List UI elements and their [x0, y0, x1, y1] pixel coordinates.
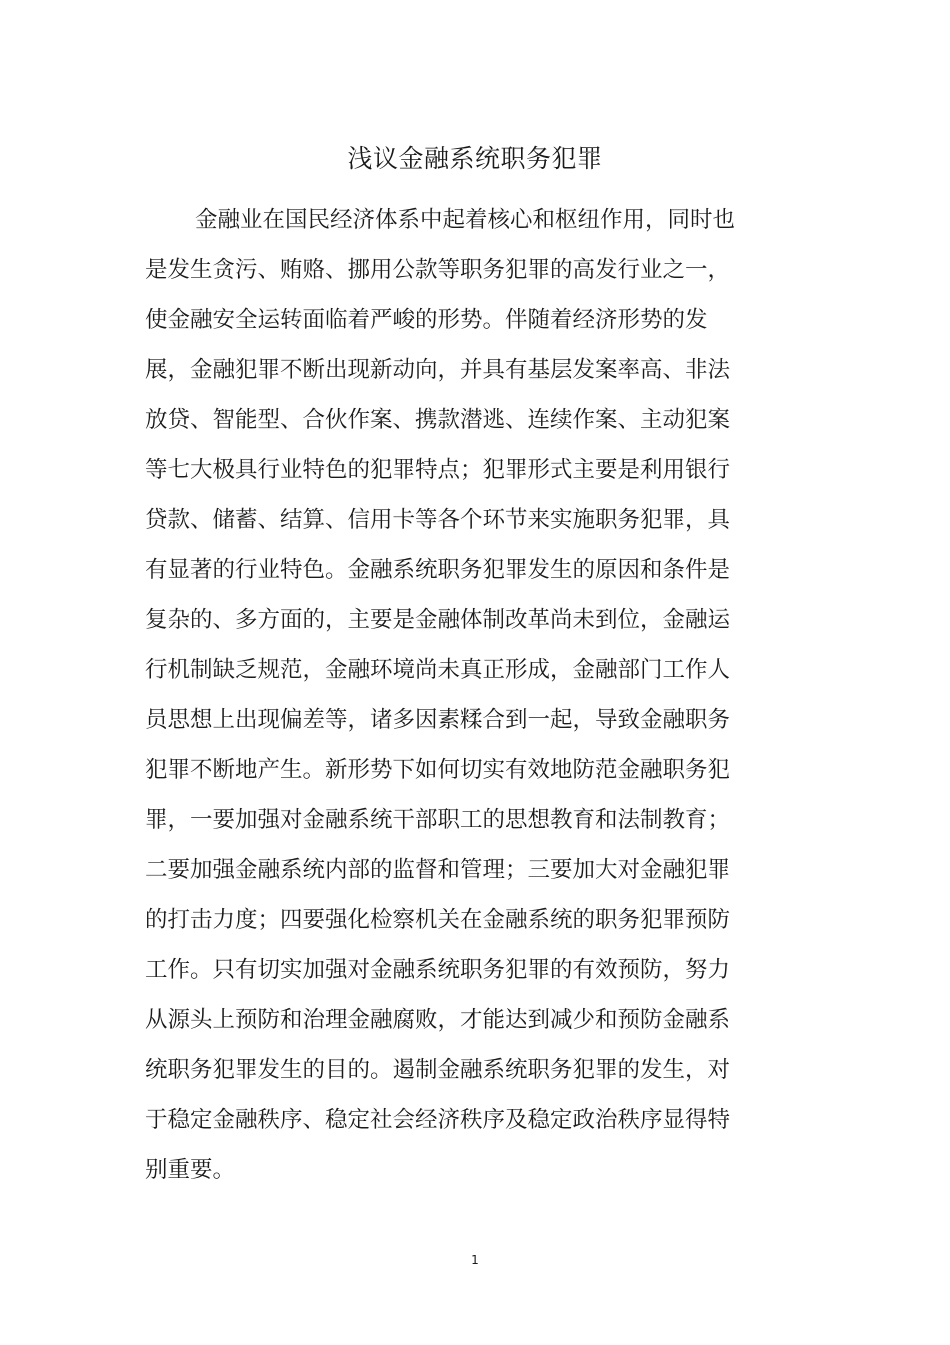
paragraph-line: 统职务犯罪发生的目的。遏制金融系统职务犯罪的发生，对: [145, 1057, 731, 1083]
paragraph-line: 放贷、智能型、合伙作案、携款潜逃、连续作案、主动犯案: [145, 407, 731, 433]
paragraph-line: 于稳定金融秩序、稳定社会经济秩序及稳定政治秩序显得特: [145, 1107, 731, 1133]
paragraph-line: 贷款、储蓄、结算、信用卡等各个环节来实施职务犯罪，具: [145, 507, 731, 533]
page-number: 1: [471, 1253, 479, 1267]
document-title: 浅议金融系统职务犯罪: [347, 144, 603, 173]
paragraph-line: 别重要。: [145, 1157, 236, 1183]
paragraph-line: 复杂的、多方面的，主要是金融体制改革尚未到位，金融运: [145, 607, 731, 633]
body-paragraph: [145, 201, 755, 1201]
paragraph-line: 从源头上预防和治理金融腐败，才能达到减少和预防金融系: [145, 1007, 731, 1033]
paragraph-line: 行机制缺乏规范，金融环境尚未真正形成，金融部门工作人: [145, 657, 731, 683]
paragraph-line: 罪，一要加强对金融系统干部职工的思想教育和法制教育；: [145, 807, 731, 833]
paragraph-line: 展，金融犯罪不断出现新动向，并具有基层发案率高、非法: [145, 357, 731, 383]
paragraph-line: 的打击力度；四要强化检察机关在金融系统的职务犯罪预防: [145, 907, 731, 933]
paragraph-line: 金融业在国民经济体系中起着核心和枢纽作用，同时也: [195, 207, 736, 233]
paragraph-line: 犯罪不断地产生。新形势下如何切实有效地防范金融职务犯: [145, 757, 731, 783]
paragraph-line: 二要加强金融系统内部的监督和管理；三要加大对金融犯罪: [145, 857, 731, 883]
paragraph-line: 有显著的行业特色。金融系统职务犯罪发生的原因和条件是: [145, 557, 731, 583]
paragraph-line: 使金融安全运转面临着严峻的形势。伴随着经济形势的发: [145, 307, 708, 333]
paragraph-line: 等七大极具行业特色的犯罪特点；犯罪形式主要是利用银行: [145, 457, 731, 483]
paragraph-line: 员思想上出现偏差等，诸多因素糅合到一起，导致金融职务: [145, 707, 731, 733]
paragraph-line: 工作。只有切实加强对金融系统职务犯罪的有效预防，努力: [145, 957, 731, 983]
paragraph-line: 是发生贪污、贿赂、挪用公款等职务犯罪的高发行业之一，: [145, 257, 731, 283]
